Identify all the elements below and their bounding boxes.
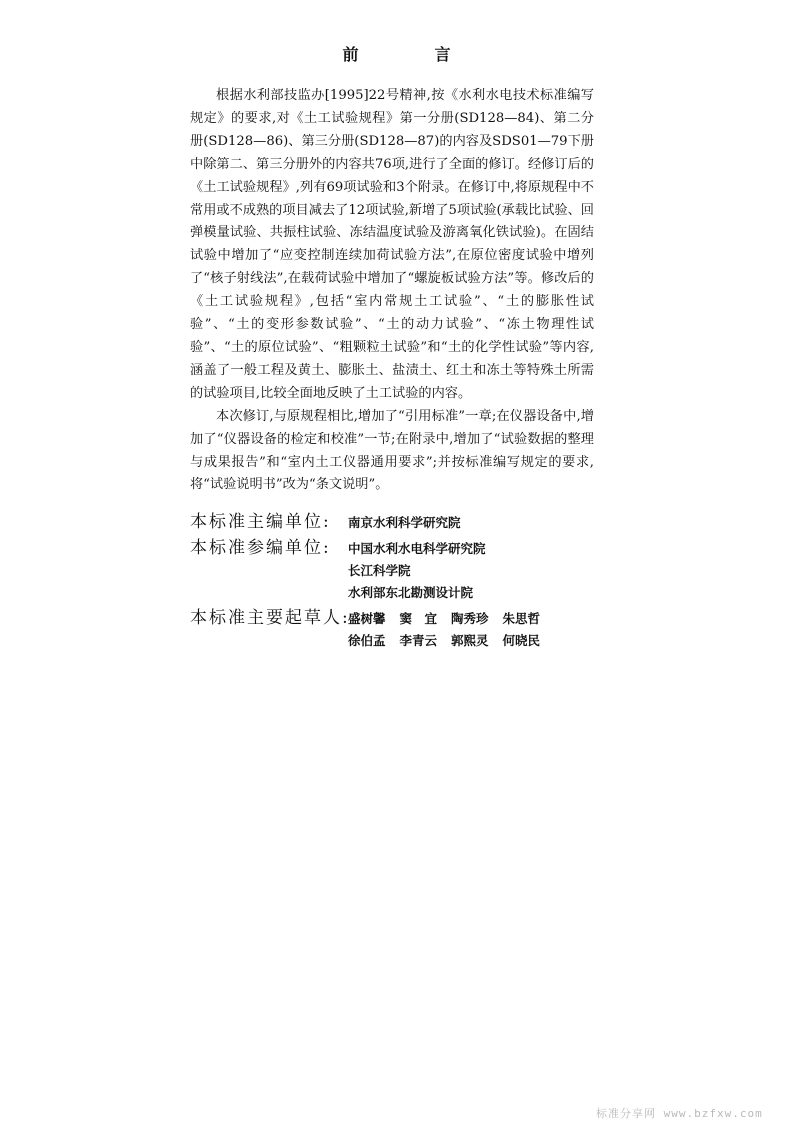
chief-unit-values (348, 510, 461, 534)
chief-unit-label: 本标准主编单位: (190, 512, 331, 532)
preface-body (190, 85, 594, 497)
chief-unit-name: 南京水利科学研究院 (348, 515, 461, 530)
participating-units-values (348, 536, 486, 604)
preface-paragraph-2: 本次修订,与原规程相比,增加了“引用标准”一章;在仪器设备中,增加了“仪器设备的检定和校准”一节;在附录中,增加了“试验数据的整理与成果报告”和“室内土工仪器通用要求”;并按标准编写规定的要求,将“试验说明书”改为“条文说明”。 (190, 408, 594, 493)
drafter-name: 李青云 (399, 633, 438, 648)
page-title: 前 言 (342, 45, 481, 64)
drafter-name: 朱思哲 (502, 611, 541, 626)
drafters-row (190, 606, 610, 652)
drafter-name: 窦 宜 (399, 611, 438, 626)
participating-units-label: 本标准参编单位: (190, 538, 331, 558)
participating-unit-name: 长江科学院 (348, 563, 411, 578)
drafters-line (348, 630, 540, 652)
drafters-label: 本标准主要起草人: (190, 608, 350, 628)
participating-unit-name: 中国水利水电科学研究院 (348, 541, 486, 556)
drafters-line (348, 608, 540, 630)
drafter-name: 徐伯孟 (348, 633, 386, 648)
participating-units-row (190, 536, 610, 604)
watermark-text: 标准分享网 www.bzfxw.com (596, 1107, 763, 1120)
drafter-name: 盛树馨 (348, 611, 386, 626)
drafter-name: 郭熙灵 (451, 633, 489, 648)
preface-paragraph-1: 根据水利部技监办[1995]22号精神,按《水利水电技术标准编写规定》的要求,对《土工试验规程》第一分册(SD128—84)、第二分册(SD128—86)、第三分册(SD128—87)的内容及SDS01—79下册中除第二、第三分册外的内容共76项,进行了全面的修订。经修订后的《土工试验规程》,列有69项试验和3个附录。在修订中,将原规程中不常用或不成熟的项目减去了12项试验,新增了5项试验(承载比试验、回弹模量试验、共振柱试验、冻结温度试验及游离氧化铁试验)。在固结试验中增加了“应变控制连续加荷试验方法”,在原位密度试验中增列了“核子射线法”,在载荷试验中增加了“螺旋板试验方法”等。修改后的《土工试验规程》,包括“室内常规土工试验”、“土的膨胀性试验”、“土的变形参数试验”、“土的动力试验”、“冻土物理性试验”、“土的原位试验”、“粗颗粒土试验”和“土的化学性试验”等内容,涵盖了一般工程及黄土、膨胀土、盐渍土、红土和冻土等特殊土所需的试验项目,比较全面地反映了土工试验的内容。 (190, 88, 594, 401)
drafters-values (348, 606, 540, 652)
participating-unit-name: 水利部东北勘测设计院 (348, 585, 474, 600)
chief-unit-row (190, 510, 610, 534)
responsible-units (190, 510, 610, 654)
drafter-name: 何晓民 (502, 633, 541, 648)
drafter-name: 陶秀珍 (451, 611, 489, 626)
